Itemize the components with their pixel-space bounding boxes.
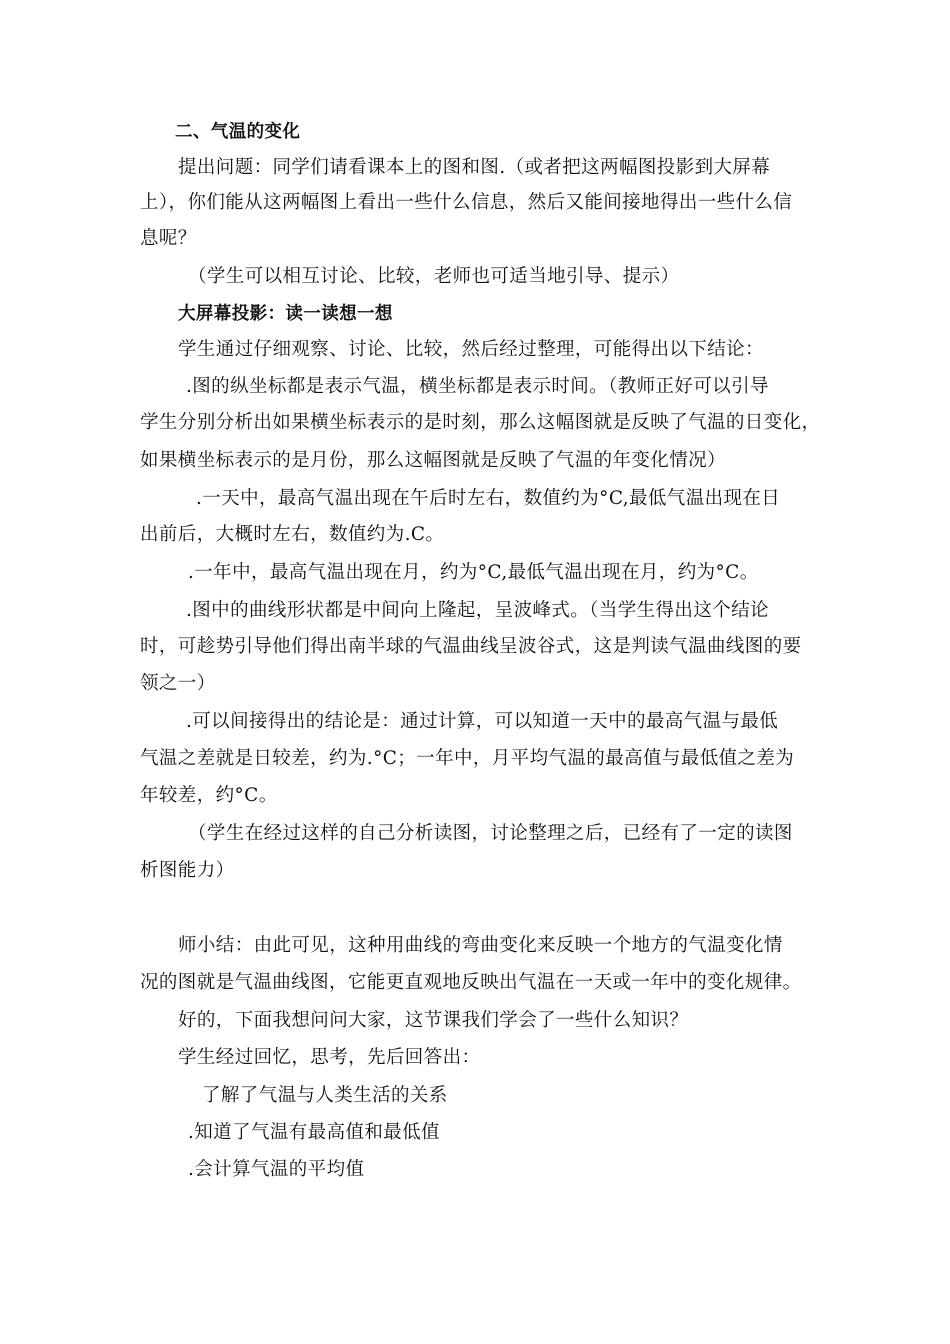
sub-heading: 大屏幕投影：读一读想一想	[178, 304, 393, 324]
paragraph-line: 时，可趁势引导他们得出南半球的气温曲线呈波谷式，这是判读气温曲线图的要	[140, 636, 802, 657]
paragraph-line: 出前后，大概时左右，数值约为.C。	[140, 524, 445, 545]
paragraph-line: （学生在经过这样的自己分析读图，讨论整理之后，已经有了一定的读图	[188, 823, 793, 844]
paragraph-line: 况的图就是气温曲线图，它能更直观地反映出气温在一天或一年中的变化规律。	[140, 972, 802, 993]
paragraph-line: 学生通过仔细观察、讨论、比较，然后经过整理，可能得出以下结论：	[178, 339, 764, 360]
section-heading: 二、气温的变化	[175, 122, 301, 142]
list-item: .会计算气温的平均值	[188, 1159, 365, 1180]
paragraph-line: 析图能力）	[140, 860, 235, 881]
paragraph-line: 气温之差就是日较差，约为.°C；一年中，月平均气温的最高值与最低值之差为	[140, 748, 795, 769]
paragraph-line: .图中的曲线形状都是中间向上隆起，呈波峰式。（当学生得出这个结论	[186, 600, 769, 621]
paragraph-line: （学生可以相互讨论、比较，老师也可适当地引导、提示）	[188, 266, 680, 287]
paragraph-line: 学生分别分析出如果横坐标表示的是时刻，那么这幅图就是反映了气温的日变化，	[140, 412, 821, 433]
paragraph-line: .一年中，最高气温出现在月，约为°C,最低气温出现在月，约为°C。	[188, 562, 759, 583]
paragraph-line: 领之一）	[140, 673, 216, 694]
paragraph-line: 好的，下面我想问问大家，这节课我们学会了一些什么知识？	[178, 1010, 689, 1031]
paragraph-line: 上），你们能从这两幅图上看出一些什么信息，然后又能间接地得出一些什么信	[140, 192, 793, 213]
paragraph-line: 师小结：由此可见，这种用曲线的弯曲变化来反映一个地方的气温变化情	[178, 935, 783, 956]
list-item: .知道了气温有最高值和最低值	[188, 1122, 440, 1143]
paragraph-line: 提出问题：同学们请看课本上的图和图.（或者把这两幅图投影到大屏幕	[178, 157, 771, 178]
paragraph-line: 学生经过回忆，思考，先后回答出：	[178, 1047, 481, 1068]
paragraph-line: .可以间接得出的结论是：通过计算，可以知道一天中的最高气温与最低	[186, 711, 779, 732]
paragraph-line: 息呢？	[140, 228, 197, 249]
paragraph-line: .一天中，最高气温出现在午后时左右，数值约为°C,最低气温出现在日	[196, 488, 781, 509]
list-item: 了解了气温与人类生活的关系	[202, 1085, 448, 1106]
paragraph-line: .图的纵坐标都是表示气温，横坐标都是表示时间。（教师正好可以引导	[186, 376, 769, 397]
paragraph-line: 如果横坐标表示的是月份，那么这幅图就是反映了气温的年变化情况）	[140, 450, 726, 471]
paragraph-line: 年较差，约°C。	[140, 785, 278, 806]
